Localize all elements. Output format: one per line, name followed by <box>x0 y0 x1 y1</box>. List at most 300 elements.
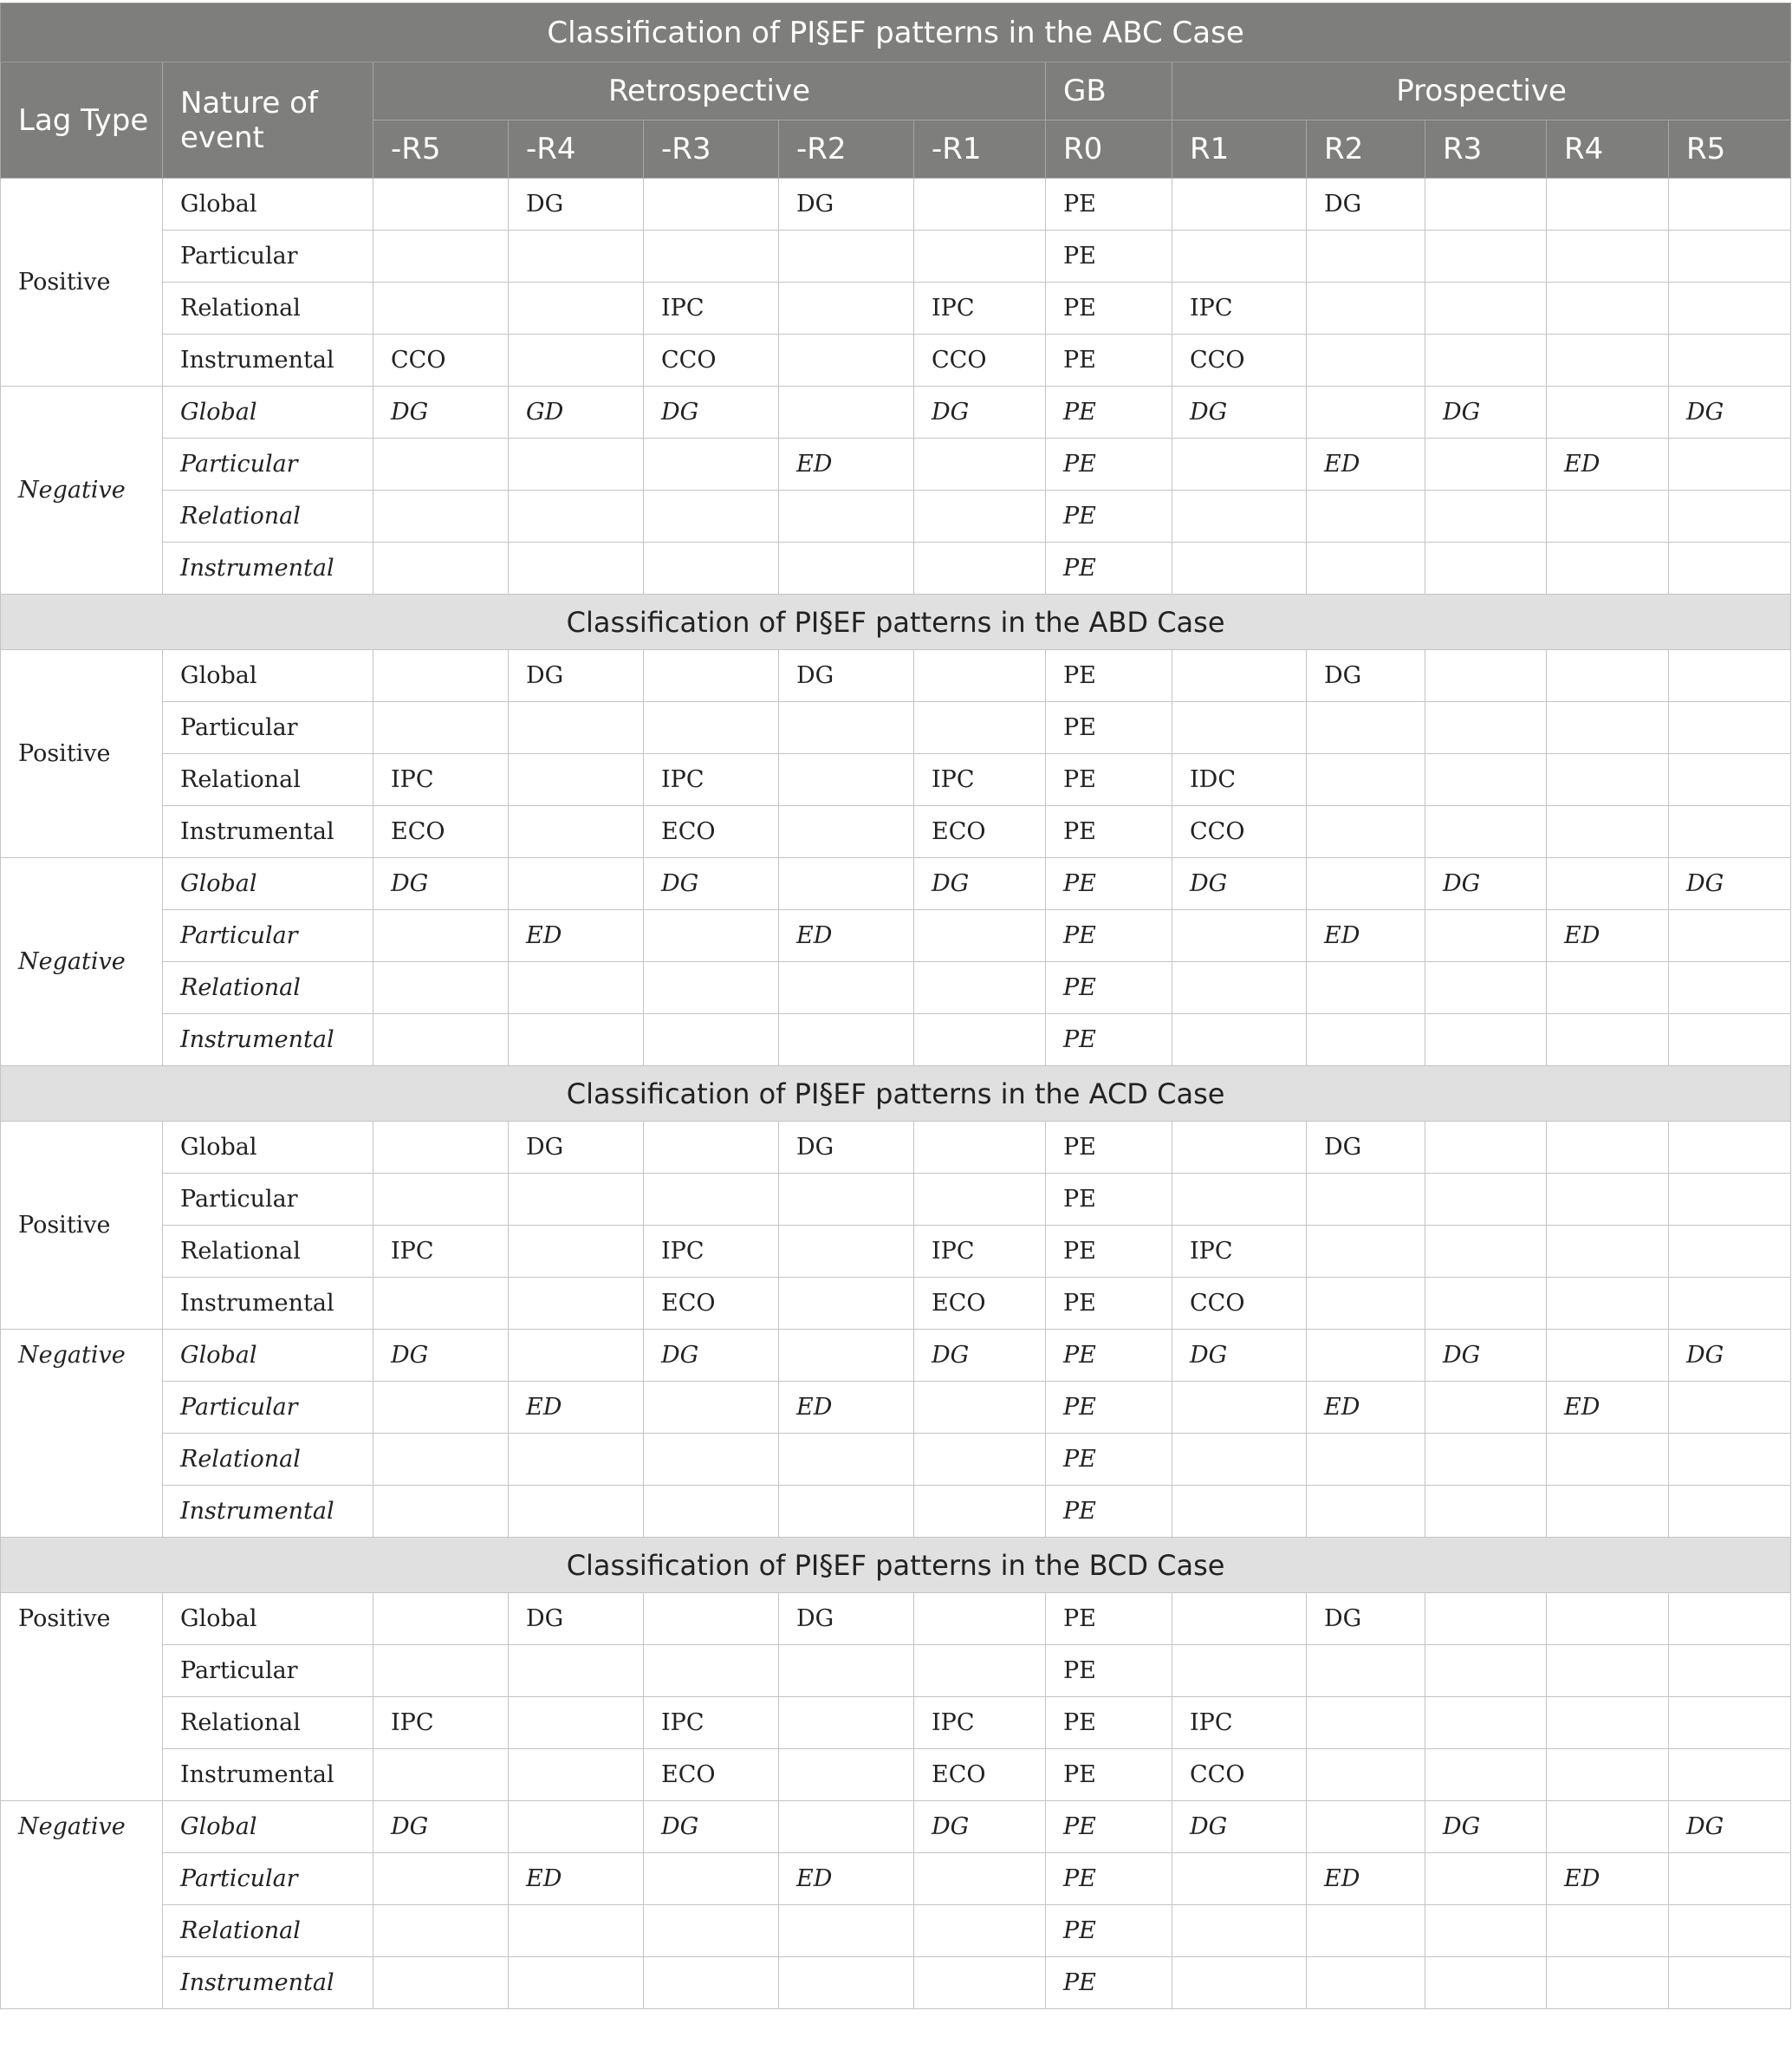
table-row <box>1 543 1791 595</box>
pattern-cell <box>373 1645 509 1697</box>
table-row <box>1 1697 1791 1749</box>
pattern-cell <box>1669 1278 1791 1330</box>
pattern-cell <box>1425 1905 1547 1957</box>
lag-type-cell: Negative <box>1 387 163 595</box>
pattern-cell: ED <box>509 910 644 962</box>
pattern-cell <box>1547 1645 1669 1697</box>
pattern-cell <box>914 1434 1046 1486</box>
table-row <box>1 491 1791 543</box>
pattern-cell <box>644 1174 779 1226</box>
pattern-cell <box>779 543 914 595</box>
pattern-cell <box>1172 439 1307 491</box>
pattern-cell: IPC <box>644 283 779 335</box>
pattern-cell: DG <box>1425 1330 1547 1382</box>
event-nature-cell: Particular <box>163 1174 373 1226</box>
column-header: -R2 <box>779 120 914 179</box>
pattern-cell: PE <box>1046 1278 1172 1330</box>
pattern-cell: IPC <box>914 1226 1046 1278</box>
pattern-cell <box>1669 1645 1791 1697</box>
pattern-cell: DG <box>1172 858 1307 910</box>
pattern-cell: ED <box>1307 1853 1425 1905</box>
pattern-cell <box>1669 754 1791 806</box>
pattern-cell <box>779 1174 914 1226</box>
pattern-cell: ED <box>1547 1853 1669 1905</box>
pattern-cell <box>1425 1382 1547 1434</box>
pattern-cell: IPC <box>644 1697 779 1749</box>
pattern-cell <box>373 910 509 962</box>
pattern-cell <box>1307 1697 1425 1749</box>
pattern-cell: ED <box>779 910 914 962</box>
pattern-cell: PE <box>1046 1434 1172 1486</box>
pattern-cell: ECO <box>914 1749 1046 1801</box>
pattern-cell <box>779 335 914 387</box>
pattern-cell <box>1307 962 1425 1014</box>
section-title: Classification of PI§EF patterns in the BCD Case <box>1 1538 1791 1593</box>
pattern-cell <box>779 1330 914 1382</box>
pattern-cell <box>1172 962 1307 1014</box>
pattern-cell: DG <box>1425 858 1547 910</box>
pattern-cell <box>509 1645 644 1697</box>
pattern-cell <box>1425 1749 1547 1801</box>
event-nature-cell: Instrumental <box>163 543 373 595</box>
pattern-cell <box>644 179 779 231</box>
pattern-cell <box>1547 1174 1669 1226</box>
pattern-cell <box>1307 1486 1425 1538</box>
pattern-cell <box>779 1278 914 1330</box>
lag-type-cell: Positive <box>1 650 163 858</box>
pattern-cell <box>373 1749 509 1801</box>
pattern-cell: DG <box>1172 387 1307 439</box>
pattern-cell <box>1307 543 1425 595</box>
pattern-cell <box>1669 1434 1791 1486</box>
pattern-cell <box>1425 439 1547 491</box>
pattern-cell <box>1547 858 1669 910</box>
pattern-cell <box>1547 1957 1669 2009</box>
pattern-cell <box>373 702 509 754</box>
table-row <box>1 1853 1791 1905</box>
pattern-cell <box>1172 650 1307 702</box>
pattern-cell <box>373 1278 509 1330</box>
table-row <box>1 1905 1791 1957</box>
table-row <box>1 702 1791 754</box>
pattern-cell: PE <box>1046 962 1172 1014</box>
pattern-cell <box>509 1697 644 1749</box>
pattern-cell <box>914 1905 1046 1957</box>
event-nature-cell: Relational <box>163 1226 373 1278</box>
pattern-cell <box>914 962 1046 1014</box>
pattern-cell <box>1547 1593 1669 1645</box>
pattern-cell <box>779 1749 914 1801</box>
pattern-cell <box>1172 231 1307 283</box>
event-nature-cell: Instrumental <box>163 1957 373 2009</box>
pattern-cell <box>644 1014 779 1066</box>
pattern-cell <box>644 439 779 491</box>
lag-type-cell: Negative <box>1 858 163 1066</box>
pattern-cell <box>1172 1853 1307 1905</box>
pattern-cell <box>1307 335 1425 387</box>
pattern-cell <box>1425 754 1547 806</box>
pattern-cell <box>914 1014 1046 1066</box>
pattern-cell <box>1547 179 1669 231</box>
table-row <box>1 754 1791 806</box>
pattern-cell: ED <box>1547 910 1669 962</box>
pattern-cell <box>1547 1226 1669 1278</box>
pattern-cell <box>1172 1174 1307 1226</box>
pattern-cell <box>1425 179 1547 231</box>
pattern-cell <box>1547 387 1669 439</box>
pattern-cell <box>1172 179 1307 231</box>
event-nature-cell: Particular <box>163 231 373 283</box>
pattern-cell <box>644 962 779 1014</box>
pattern-cell: DG <box>779 1122 914 1174</box>
pattern-cell: PE <box>1046 387 1172 439</box>
pattern-cell <box>1425 491 1547 543</box>
pattern-cell: IPC <box>644 1226 779 1278</box>
pattern-cell <box>914 179 1046 231</box>
pattern-cell <box>509 806 644 858</box>
column-header: R1 <box>1172 120 1307 179</box>
column-header: R4 <box>1547 120 1669 179</box>
table-row <box>1 1801 1791 1853</box>
pattern-cell <box>779 806 914 858</box>
pattern-cell: IPC <box>373 1697 509 1749</box>
pattern-cell <box>509 1330 644 1382</box>
pattern-cell: IDC <box>1172 754 1307 806</box>
pattern-cell <box>1547 702 1669 754</box>
pattern-cell <box>1307 1434 1425 1486</box>
pattern-cell <box>644 1593 779 1645</box>
pattern-cell: DG <box>644 1330 779 1382</box>
event-nature-cell: Particular <box>163 1382 373 1434</box>
pattern-cell <box>373 1593 509 1645</box>
pattern-cell <box>373 1122 509 1174</box>
pattern-cell <box>373 1174 509 1226</box>
pattern-cell <box>1669 650 1791 702</box>
pattern-cell <box>779 231 914 283</box>
pattern-cell <box>1669 962 1791 1014</box>
event-nature-cell: Relational <box>163 1905 373 1957</box>
pattern-cell <box>1669 179 1791 231</box>
table-row <box>1 1174 1791 1226</box>
pattern-cell <box>373 491 509 543</box>
pattern-cell <box>1547 650 1669 702</box>
pattern-cell <box>1669 1226 1791 1278</box>
pattern-cell <box>1547 1014 1669 1066</box>
pattern-cell <box>914 1382 1046 1434</box>
event-nature-cell: Relational <box>163 754 373 806</box>
pattern-cell: DG <box>373 1330 509 1382</box>
pattern-cell <box>1425 1278 1547 1330</box>
pattern-cell: CCO <box>914 335 1046 387</box>
header-lag-type: Lag Type <box>1 62 163 179</box>
event-nature-cell: Instrumental <box>163 335 373 387</box>
pattern-cell: CCO <box>644 335 779 387</box>
table-row <box>1 335 1791 387</box>
table-row <box>1 858 1791 910</box>
pattern-cell <box>914 1957 1046 2009</box>
pattern-cell <box>779 1014 914 1066</box>
pattern-cell <box>644 231 779 283</box>
table-row <box>1 1593 1791 1645</box>
pattern-cell: PE <box>1046 1593 1172 1645</box>
event-nature-cell: Global <box>163 858 373 910</box>
column-header: -R1 <box>914 120 1046 179</box>
pattern-cell <box>1669 1174 1791 1226</box>
table-row <box>1 387 1791 439</box>
lag-type-cell: Positive <box>1 1122 163 1330</box>
pattern-cell <box>914 1593 1046 1645</box>
pattern-cell <box>779 1486 914 1538</box>
pattern-cell: DG <box>779 179 914 231</box>
pattern-cell <box>509 754 644 806</box>
pattern-cell <box>914 1122 1046 1174</box>
pattern-cell <box>509 858 644 910</box>
pattern-cell <box>1172 1645 1307 1697</box>
pattern-cell <box>1307 1905 1425 1957</box>
lag-type-cell: Positive <box>1 1593 163 1801</box>
event-nature-cell: Instrumental <box>163 1486 373 1538</box>
pattern-cell <box>914 1853 1046 1905</box>
pattern-cell: DG <box>914 1801 1046 1853</box>
pattern-cell <box>1425 1014 1547 1066</box>
lag-type-cell: Negative <box>1 1801 163 2009</box>
pattern-cell <box>644 910 779 962</box>
pattern-cell <box>1547 1801 1669 1853</box>
pattern-cell <box>1547 1905 1669 1957</box>
pattern-cell <box>1669 283 1791 335</box>
pattern-cell <box>1669 1014 1791 1066</box>
event-nature-cell: Global <box>163 387 373 439</box>
pattern-cell <box>1547 1330 1669 1382</box>
pattern-cell: ED <box>779 1382 914 1434</box>
pattern-cell <box>373 179 509 231</box>
pattern-cell <box>1669 1905 1791 1957</box>
pattern-cell <box>373 650 509 702</box>
pattern-cell <box>914 543 1046 595</box>
pattern-cell <box>373 231 509 283</box>
pattern-cell <box>1547 806 1669 858</box>
pattern-cell: IPC <box>914 754 1046 806</box>
pattern-cell <box>373 439 509 491</box>
pattern-cell: PE <box>1046 858 1172 910</box>
pattern-cell <box>779 283 914 335</box>
pattern-cell: PE <box>1046 650 1172 702</box>
pattern-cell: ED <box>509 1853 644 1905</box>
pattern-cell: DG <box>779 650 914 702</box>
pattern-cell <box>509 491 644 543</box>
pattern-cell <box>1547 962 1669 1014</box>
table-row <box>1 179 1791 231</box>
column-header: -R3 <box>644 120 779 179</box>
event-nature-cell: Particular <box>163 1645 373 1697</box>
pattern-cell: PE <box>1046 1645 1172 1697</box>
pattern-cell: IPC <box>373 754 509 806</box>
pattern-cell <box>373 962 509 1014</box>
pattern-cell: ED <box>1307 1382 1425 1434</box>
pattern-cell: PE <box>1046 754 1172 806</box>
pattern-cell <box>644 1122 779 1174</box>
section-title: Classification of PI§EF patterns in the ACD Case <box>1 1066 1791 1122</box>
pattern-cell <box>914 1645 1046 1697</box>
table-row <box>1 1749 1791 1801</box>
pattern-cell: DG <box>779 1593 914 1645</box>
pattern-cell <box>1307 1226 1425 1278</box>
pattern-cell: PE <box>1046 1905 1172 1957</box>
pattern-cell <box>1425 1593 1547 1645</box>
pattern-cell <box>1425 702 1547 754</box>
table-row <box>1 806 1791 858</box>
pattern-cell: ED <box>509 1382 644 1434</box>
pattern-cell <box>509 962 644 1014</box>
pattern-cell: DG <box>914 1330 1046 1382</box>
pattern-cell: ECO <box>644 1749 779 1801</box>
pattern-cell <box>914 910 1046 962</box>
pattern-cell <box>779 1645 914 1697</box>
pattern-cell <box>1547 491 1669 543</box>
pattern-cell: DG <box>509 179 644 231</box>
event-nature-cell: Global <box>163 650 373 702</box>
table-row <box>1 1014 1791 1066</box>
pattern-cell: CCO <box>1172 1749 1307 1801</box>
pattern-cell: PE <box>1046 283 1172 335</box>
pattern-cell: IPC <box>914 283 1046 335</box>
pattern-cell <box>509 1801 644 1853</box>
table-row <box>1 650 1791 702</box>
pattern-cell <box>509 1434 644 1486</box>
pattern-cell <box>373 1905 509 1957</box>
pattern-cell <box>644 1905 779 1957</box>
pattern-cell: IPC <box>373 1226 509 1278</box>
pattern-cell <box>373 1014 509 1066</box>
pattern-cell <box>509 1486 644 1538</box>
pattern-cell <box>779 1905 914 1957</box>
pattern-cell <box>914 1486 1046 1538</box>
pattern-cell <box>1307 806 1425 858</box>
pattern-cell: DG <box>373 858 509 910</box>
pattern-cell: CCO <box>1172 806 1307 858</box>
pattern-cell <box>1172 1957 1307 2009</box>
pattern-cell: ED <box>1547 439 1669 491</box>
section-title-row <box>1 1538 1791 1593</box>
event-nature-cell: Relational <box>163 1434 373 1486</box>
pattern-cell <box>1307 1801 1425 1853</box>
pattern-cell: PE <box>1046 1174 1172 1226</box>
pattern-cell <box>1307 1330 1425 1382</box>
pattern-cell: CCO <box>1172 1278 1307 1330</box>
pattern-cell <box>779 858 914 910</box>
pattern-cell: PE <box>1046 335 1172 387</box>
pattern-cell <box>644 543 779 595</box>
event-nature-cell: Instrumental <box>163 1014 373 1066</box>
pattern-cell <box>1172 1122 1307 1174</box>
pattern-cell: ECO <box>644 1278 779 1330</box>
pattern-cell: DG <box>644 387 779 439</box>
pattern-cell <box>644 1382 779 1434</box>
pattern-cell: PE <box>1046 1697 1172 1749</box>
pattern-cell <box>779 387 914 439</box>
pattern-cell <box>1669 1697 1791 1749</box>
event-nature-cell: Global <box>163 179 373 231</box>
pattern-cell <box>1669 439 1791 491</box>
table-row <box>1 1645 1791 1697</box>
pattern-cell <box>509 1957 644 2009</box>
event-nature-cell: Instrumental <box>163 1749 373 1801</box>
pattern-cell: PE <box>1046 231 1172 283</box>
pattern-cell <box>1547 283 1669 335</box>
pattern-cell <box>1425 335 1547 387</box>
pattern-cell <box>644 650 779 702</box>
pattern-cell <box>373 1853 509 1905</box>
pattern-cell: DG <box>644 858 779 910</box>
pattern-cell <box>1172 1382 1307 1434</box>
column-header: R3 <box>1425 120 1547 179</box>
pattern-cell <box>1425 910 1547 962</box>
pattern-cell <box>509 335 644 387</box>
pattern-cell <box>1425 806 1547 858</box>
pattern-cell: CCO <box>1172 335 1307 387</box>
pattern-cell: DG <box>1307 1593 1425 1645</box>
pattern-cell <box>1669 231 1791 283</box>
pattern-cell <box>1547 543 1669 595</box>
table-body <box>1 179 1791 2009</box>
event-nature-cell: Particular <box>163 1853 373 1905</box>
pattern-cell <box>779 1957 914 2009</box>
pattern-cell: ECO <box>914 1278 1046 1330</box>
pattern-cell <box>914 491 1046 543</box>
pattern-cell <box>644 1645 779 1697</box>
pattern-cell <box>914 650 1046 702</box>
event-nature-cell: Particular <box>163 702 373 754</box>
pattern-cell <box>914 702 1046 754</box>
pattern-cell <box>1172 910 1307 962</box>
pattern-cell <box>1547 1749 1669 1801</box>
pattern-cell: PE <box>1046 1853 1172 1905</box>
pattern-cell <box>779 1226 914 1278</box>
column-header: -R5 <box>373 120 509 179</box>
table-row <box>1 1226 1791 1278</box>
table-row <box>1 1486 1791 1538</box>
pattern-cell <box>1307 387 1425 439</box>
pattern-cell <box>1669 1957 1791 2009</box>
event-nature-cell: Instrumental <box>163 806 373 858</box>
pattern-cell <box>1307 1174 1425 1226</box>
pattern-cell <box>1172 1905 1307 1957</box>
pattern-cell <box>1669 543 1791 595</box>
pattern-cell <box>1547 1122 1669 1174</box>
pattern-cell <box>1669 806 1791 858</box>
pattern-cell: DG <box>1669 1330 1791 1382</box>
pattern-cell <box>1425 1486 1547 1538</box>
pattern-cell: PE <box>1046 439 1172 491</box>
pattern-cell: PE <box>1046 179 1172 231</box>
pattern-cell <box>644 491 779 543</box>
column-header: R0 <box>1046 120 1172 179</box>
pattern-cell: DG <box>644 1801 779 1853</box>
pattern-cell <box>1425 1697 1547 1749</box>
section-title-row <box>1 1066 1791 1122</box>
pattern-cell: DG <box>1172 1330 1307 1382</box>
table-row <box>1 439 1791 491</box>
pattern-cell <box>509 283 644 335</box>
pattern-cell <box>1425 962 1547 1014</box>
pattern-cell: DG <box>1425 1801 1547 1853</box>
pattern-cell: DG <box>509 650 644 702</box>
pattern-cell: ED <box>779 1853 914 1905</box>
pattern-cell <box>644 702 779 754</box>
pattern-cell <box>373 1434 509 1486</box>
pattern-cell <box>644 1853 779 1905</box>
pattern-cell <box>914 439 1046 491</box>
